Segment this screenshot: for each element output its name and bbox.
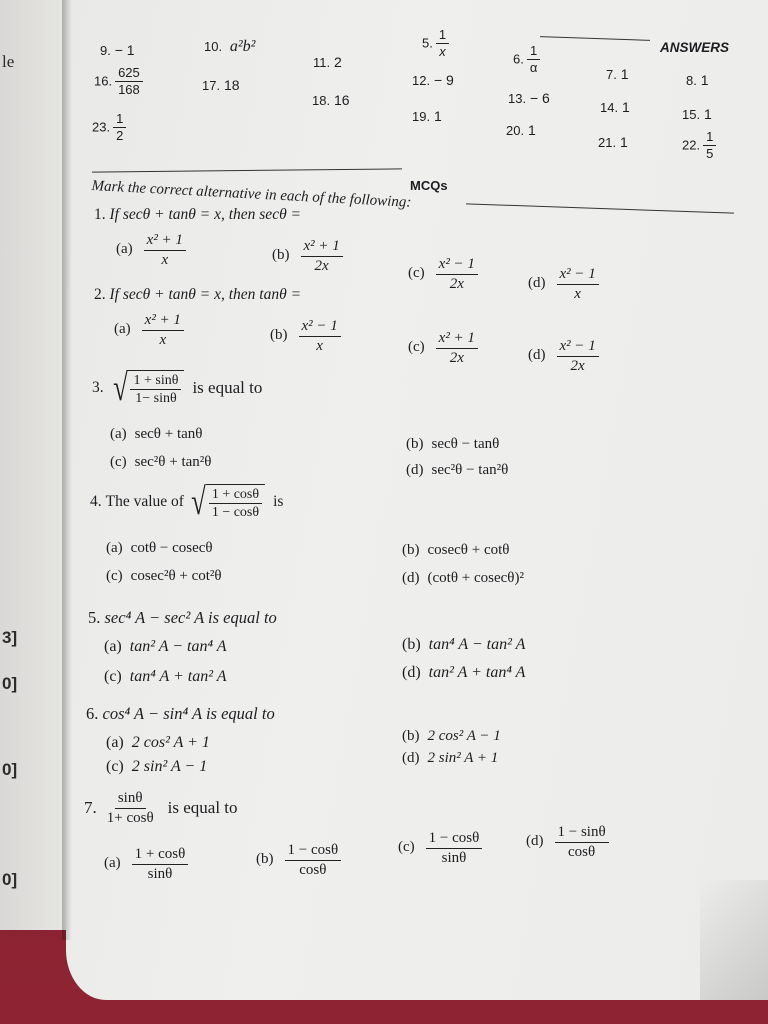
- option-c: (c) sec²θ + tan²θ: [110, 454, 212, 470]
- answer-item: 9. − 1: [100, 42, 135, 58]
- mcq-header: MCQs: [410, 178, 448, 193]
- option-d: (d) sec²θ − tan²θ: [406, 462, 509, 478]
- option-d: (d) $\frac{\text{x² − 1}}{2x}$: [528, 338, 602, 374]
- answer-item: 19. 1: [412, 108, 442, 124]
- option-b: (b) 2 cos² A − 1: [402, 728, 501, 744]
- margin-mark: le: [2, 52, 15, 71]
- answer-item: 13. − 6: [508, 90, 550, 106]
- option-c: (c) $\frac{\text{x² − 1}}{2x}$: [408, 256, 481, 292]
- option-b: (b) $\frac{\text{x² + 1}}{2x}$: [272, 238, 346, 274]
- answer-item: 5. $\frac{1}{x}$: [422, 28, 452, 60]
- option-c: (c) $\frac{\text{x² + 1}}{2x}$: [408, 330, 481, 366]
- question-4: 4. The value of √ $\frac{1 + \cos\theta}{1 - \cos\theta}$ is: [90, 481, 284, 523]
- answer-item: 22. $\frac{1}{5}$: [682, 130, 719, 162]
- page-gutter-shadow: [62, 0, 72, 940]
- question-2: 2. If secθ + tanθ = x, then tanθ =: [94, 286, 302, 303]
- option-a: (a) cotθ − cosecθ: [106, 540, 213, 556]
- option-b: (b) $\frac{\text{x² − 1}}{x}$: [270, 318, 344, 354]
- page-corner-shade: [700, 880, 768, 1000]
- answer-item: 16. $\frac{625}{168}$: [94, 66, 146, 98]
- mcq-instruction: Mark the correct alternative in each of the following:: [91, 178, 412, 211]
- margin-mark: 0]: [2, 760, 18, 779]
- question-6: 6. cos⁴ A − sin⁴ A is equal to: [86, 704, 275, 723]
- option-b: (b) tan⁴ A − tan² A: [402, 636, 526, 653]
- radical: √ $\frac{1 + \sin\theta}{1- \sin\theta}$: [110, 370, 185, 407]
- answer-item: 6. $\frac{1}{\alpha}$: [513, 44, 543, 76]
- answer-item: 18. 16: [312, 92, 350, 108]
- answer-item: 7. 1: [606, 66, 629, 82]
- answer-item: 15. 1: [682, 106, 712, 122]
- question-7: 7. $\frac{\sin\theta}{1+ \cos\theta}$ is equal to: [84, 790, 238, 826]
- answer-item: 11. 2: [313, 54, 342, 70]
- option-b: (b) $\frac{1 - \cos\theta}{\cos\theta}$: [256, 842, 344, 878]
- answer-item: 23. $\frac{1}{2}$: [92, 112, 129, 144]
- left-page-edge: [0, 0, 70, 930]
- option-c: (c) tan⁴ A + tan² A: [104, 668, 227, 685]
- answers-title: ANSWERS: [660, 40, 730, 55]
- option-a: (a) 2 cos² A + 1: [106, 734, 210, 751]
- answer-item: 14. 1: [600, 99, 630, 115]
- answer-item: 21. 1: [598, 134, 628, 150]
- margin-mark: 0]: [2, 674, 18, 693]
- radical: √ $\frac{1 + \cos\theta}{1 - \cos\theta}$: [188, 484, 265, 521]
- option-a: (a) $\frac{\text{x² + 1}}{x}$: [116, 232, 189, 268]
- option-a: (a) $\frac{1 + \cos\theta}{\sin\theta}$: [104, 846, 191, 882]
- option-b: (b) secθ − tanθ: [406, 436, 500, 452]
- option-c: (c) $\frac{1 - \cos\theta}{\sin\theta}$: [398, 830, 485, 866]
- option-c: (c) cosec²θ + cot²θ: [106, 568, 222, 584]
- option-a: (a) secθ + tanθ: [110, 426, 203, 442]
- answer-item: 12. − 9: [412, 72, 454, 88]
- answer-item: 20. 1: [506, 122, 536, 138]
- answer-item: 8. 1: [686, 72, 709, 88]
- answer-item: 17. 18: [202, 77, 240, 93]
- option-d: (d) $\frac{\text{x² − 1}}{x}$: [528, 266, 602, 302]
- question-5: 5. sec⁴ A − sec² A is equal to: [88, 608, 277, 627]
- option-d: (d) $\frac{1 - \sin\theta}{\cos\theta}$: [526, 824, 612, 860]
- option-a: (a) $\frac{\text{x² + 1}}{x}$: [114, 312, 187, 348]
- option-d: (d) (cotθ + cosecθ)²: [402, 570, 524, 586]
- option-d: (d) 2 sin² A + 1: [402, 750, 499, 766]
- option-b: (b) cosecθ + cotθ: [402, 542, 510, 558]
- question-3: 3. √ $\frac{1 + \sin\theta}{1- \sin\theta}$ is equal to: [92, 367, 263, 409]
- margin-mark: 0]: [2, 870, 18, 889]
- margin-mark: 3]: [2, 628, 18, 647]
- option-a: (a) tan² A − tan⁴ A: [104, 638, 227, 655]
- question-1: 1. If secθ + tanθ = x, then secθ =: [94, 206, 302, 223]
- option-c: (c) 2 sin² A − 1: [106, 758, 208, 775]
- option-d: (d) tan² A + tan⁴ A: [402, 664, 526, 681]
- answer-item: 10. a²b²: [204, 38, 256, 55]
